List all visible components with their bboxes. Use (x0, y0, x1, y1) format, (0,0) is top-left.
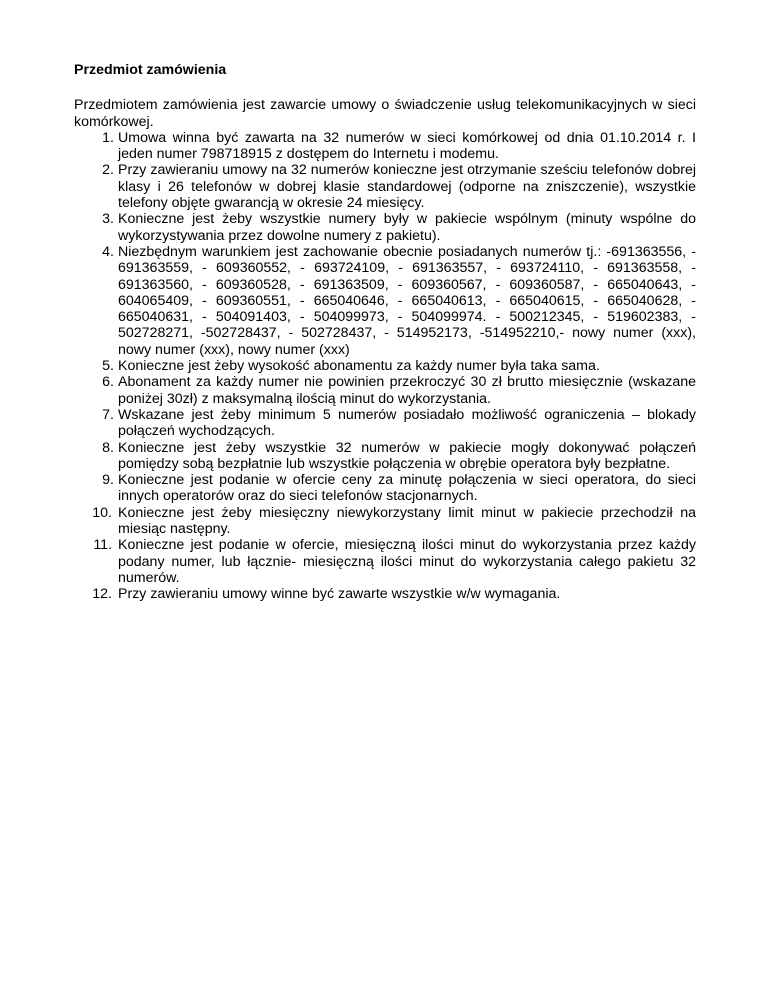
list-item-text: Konieczne jest żeby miesięczny niewykorzystany limit minut w pakiecie przechodził na miesiąc następny. (118, 504, 696, 538)
list-item-text: Konieczne jest podanie w ofercie, miesięczną ilości minut do wykorzystania przez każdy podany numer, lub łącznie- miesięczną ilości minut do wykorzystania całego pakietu 32 numerów. (118, 537, 696, 586)
list-item-text: Przy zawieraniu umowy winne być zawarte wszystkie w/w wymagania. (118, 586, 561, 603)
list-item (74, 130, 696, 163)
list-item-number: 6. (102, 374, 114, 391)
list-item (74, 472, 696, 505)
list-item (74, 211, 696, 244)
list-item-text: Przy zawieraniu umowy na 32 numerów konieczne jest otrzymanie sześciu telefonów dobrej klasy i 26 telefonów w dobrej klasie standardowej (odporne na zniszczenie), wszystkie telefony objęte gwarancją w okresie 24 miesięcy. (118, 162, 696, 212)
list-item (74, 407, 696, 440)
list-item-number: 2. (102, 162, 114, 179)
list-item-text: Umowa winna być zawarta na 32 numerów w sieci komórkowej od dnia 01.10.2014 r. I jeden numer 798718915 z dostępem do Internetu i modemu. (118, 129, 696, 163)
document-intro: Przedmiotem zamówienia jest zawarcie umowy o świadczenie usług telekomunikacyjnych w sieci komórkowej. (74, 97, 696, 130)
list-item-text: Konieczne jest żeby wysokość abonamentu za każdy numer była taka sama. (118, 358, 600, 375)
list-item-number: 9. (102, 472, 114, 489)
list-item-number: 7. (102, 406, 114, 423)
list-item-number: 11. (93, 537, 112, 554)
document-title: Przedmiot zamówienia (74, 62, 227, 78)
document-page (74, 62, 696, 603)
list-item-text: Wskazane jest żeby minimum 5 numerów posiadało możliwość ograniczenia – blokady połączeń wychodzących. (118, 406, 696, 440)
list-item-text: Niezbędnym warunkiem jest zachowanie obecnie posiadanych numerów tj.: -691363556, - 691363559, - 609360552, - 693724109, - 691363557, - 693724110, - 691363558, - 691363560, - 609360528, - 691363509, - 609360567, - 609360587, - 665040643, - 604065409, - 609360551, - 665040646, - 665040613, - 665040615, - 665040628, - 665040631, - 504091403, - 504099973, - 504099974. - 500212345, - 519602383, - 502728271, -502728437, - 502728437, - 514952173, -514952210,- nowy numer (xxx), nowy numer (xxx), nowy numer (xxx) (118, 243, 696, 358)
list-item-text: Konieczne jest żeby wszystkie numery były w pakiecie wspólnym (minuty wspólne do wykorzystywania przez dowolne numery z pakietu). (118, 211, 696, 244)
list-item (74, 374, 696, 407)
list-item-text: Konieczne jest żeby wszystkie 32 numerów w pakiecie mogły dokonywać połączeń pomiędzy sobą bezpłatnie lub wszystkie połączenia w obrębie operatora były bezpłatne. (118, 439, 696, 472)
list-item-number: 1. (102, 129, 114, 146)
list-item-text: Abonament za każdy numer nie powinien przekroczyć 30 zł brutto miesięcznie (wskazane poniżej 30zł) z maksymalną ilością minut do wykorzystania. (118, 374, 696, 407)
requirements-list (74, 130, 696, 603)
list-item (74, 162, 696, 211)
list-item (74, 440, 696, 473)
list-item-number: 3. (102, 211, 114, 228)
list-item (74, 244, 696, 358)
list-item (74, 586, 696, 602)
list-item-number: 8. (102, 439, 114, 456)
list-item (74, 358, 696, 374)
list-item (74, 505, 696, 538)
list-item-number: 10. (92, 504, 112, 521)
list-item-text: Konieczne jest podanie w ofercie ceny za minutę połączenia w sieci operatora, do sieci innych operatorów oraz do sieci telefonów stacjonarnych. (118, 472, 696, 505)
list-item-number: 5. (102, 358, 114, 375)
list-item-number: 12. (92, 586, 112, 603)
list-item (74, 537, 696, 586)
list-item-number: 4. (102, 243, 114, 260)
